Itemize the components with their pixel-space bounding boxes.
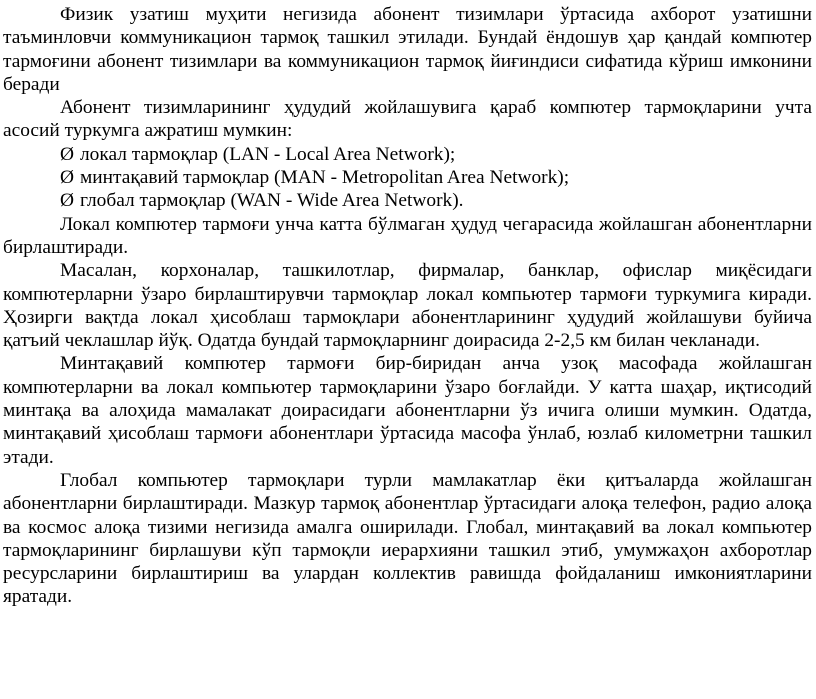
- list-item-text: локал тармоқлар (LAN - Local Area Network);: [80, 143, 456, 165]
- paragraph-lan-definition: Локал компютер тармоғи унча катта бўлмаган ҳудуд чегарасида жойлашган абонентларни бирлаштиради.: [3, 213, 812, 258]
- paragraph-man-definition: Минтақавий компютер тармоғи бир-биридан анча узоқ масофада жойлашган компютерларни ва локал компьютер тармоқларини ўзаро боғлайди. У катта шаҳар, иқтисодий минтақа ва алоҳида мамалакат доирасидаги абонентларни ўз ичига олиши мумкин. Одатда, минтақавий ҳисоблаш тармоғи абонентлари ўртасида масофа ўнлаб, юзлаб километрни ташкил этади.: [3, 353, 812, 468]
- list-item-man: [3, 166, 812, 189]
- bullet-marker: Ø: [60, 143, 75, 165]
- bullet-marker: Ø: [60, 167, 75, 189]
- network-types-list: [3, 143, 812, 213]
- paragraph-wan-definition: Глобал компьютер тармоқлари турли мамлакатлар ёки қитъаларда жойлашган абонентларни бирлаштиради. Мазкур тармоқ абонентлар ўртасидаги алоқа телефон, радио алоқа ва космос алоқа тизими негизида амалга оширилади. Глобал, минтақавий ва локал компьютер тармоқларининг бирлашуви кўп тармоқли иерархияни ташкил этиб, умумжаҳон ахборотлар ресурсларини бирлаштириш ва улардан коллектив равишда фойдаланиш имкониятларини яратади.: [3, 469, 812, 608]
- paragraph-intro: Физик узатиш муҳити негизида абонент тизимлари ўртасида ахборот узатишни таъминловчи коммуникацион тармоқ ташкил этилади. Бундай ёндошув ҳар қандай компютер тармоғини абонент тизимлари ва коммуникацион тармоқ йиғиндиси сифатида кўриш имконини беради: [3, 4, 812, 95]
- list-item-text: глобал тармоқлар (WAN - Wide Area Network).: [80, 190, 464, 212]
- paragraph-lan-example: Масалан, корхоналар, ташкилотлар, фирмалар, банклар, офислар миқёсидаги компютерларни ўзаро бирлаштирувчи тармоқлар локал компьютер тармоғи туркумига киради. Ҳозирги вақтда локал ҳисоблаш тармоқлари абонентларининг ҳудудий жойлашуви буйича қатъий чеклашлар йўқ. Одатда бундай тармоқларнинг доирасида 2-2,5 км билан чекланади.: [3, 260, 812, 352]
- bullet-marker: Ø: [60, 190, 75, 212]
- list-item-lan: [3, 143, 812, 166]
- list-item-text: минтақавий тармоқлар (MAN - Metropolitan Area Network);: [80, 167, 570, 189]
- paragraph-classification: Абонент тизимларининг ҳудудий жойлашувига қараб компютер тармоқларини учта асосий туркумга ажратиш мумкин:: [3, 97, 812, 142]
- list-item-wan: [3, 189, 812, 212]
